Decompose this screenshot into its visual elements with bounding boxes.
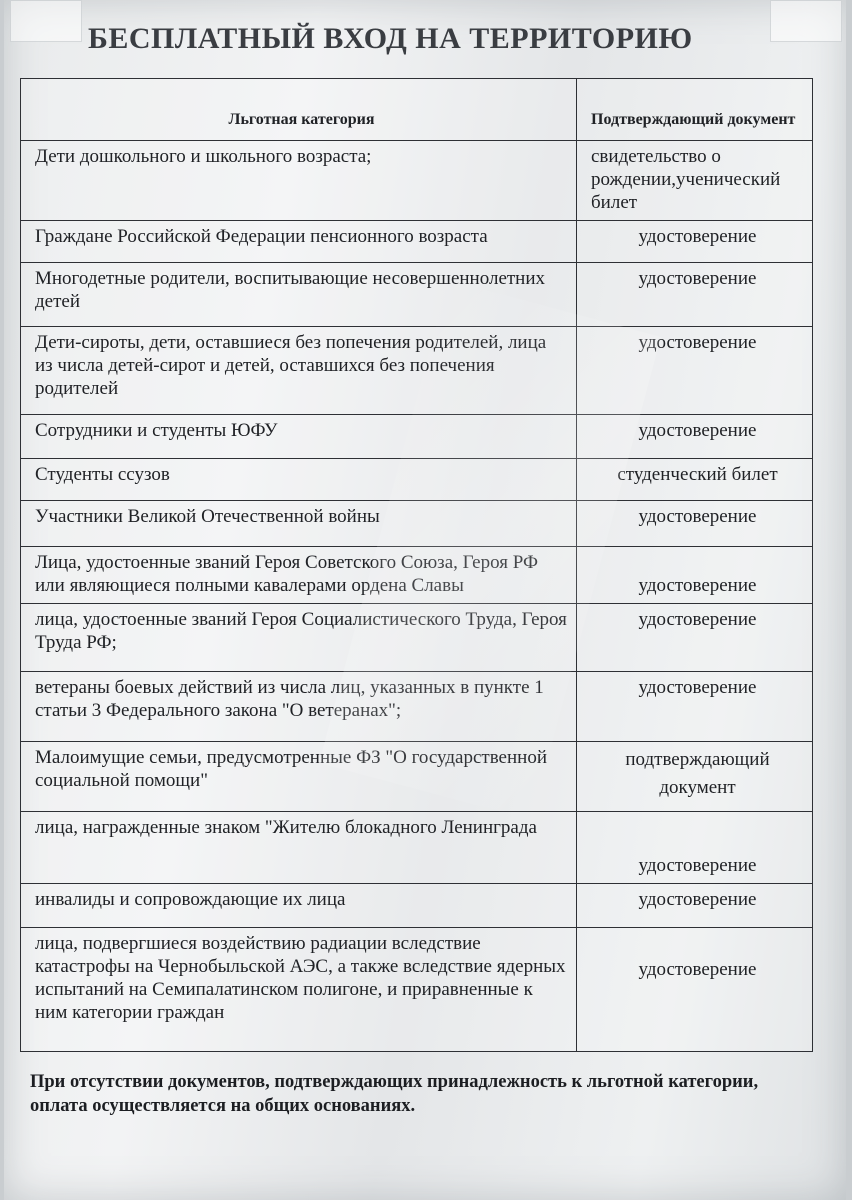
tape-top-right [770,0,842,42]
table-row [21,327,813,415]
row-category: лица, удостоенные званий Героя Социалистического Труда, Героя Труда РФ; [21,604,577,672]
row-category: Студенты ссузов [21,459,577,501]
row-document: удостоверение [577,672,813,742]
row-document: студенческий билет [577,459,813,501]
row-document: удостоверение [577,327,813,415]
row-category: Малоимущие семьи, предусмотренные ФЗ "О государственной социальной помощи" [21,742,577,812]
row-document: удостоверение [577,884,813,928]
row-category: ветераны боевых действий из числа лиц, указанных в пункте 1 статьи 3 Федерального закона "О ветеранах"; [21,672,577,742]
row-category: лица, подвергшиеся воздействию радиации вследствие катастрофы на Чернобыльской АЭС, а также вследствие ядерных испытаний на Семипалатинском полигоне, и приравненные к ним категории граждан [21,928,577,1052]
row-category: Граждане Российской Федерации пенсионного возраста [21,221,577,263]
row-category: Многодетные родители, воспитывающие несовершеннолетних детей [21,263,577,327]
table-row [21,263,813,327]
table-row [21,501,813,547]
row-document: удостоверение [577,547,813,604]
table-row [21,742,813,812]
header-category: Льготная категория [21,79,577,141]
row-document: удостоверение [577,604,813,672]
row-document: удостоверение [577,501,813,547]
header-document: Подтверждающий документ [577,79,813,141]
table-row [21,604,813,672]
row-document: удостоверение [577,221,813,263]
footer-note: При отсутствии документов, подтверждающих принадлежность к льготной категории, оплата осуществляется на общих основаниях. [30,1072,759,1116]
row-category: лица, награжденные знаком "Жителю блокадного Ленинграда [21,812,577,884]
row-category: Дети-сироты, дети, оставшиеся без попечения родителей, лица из числа детей-сирот и детей, оставшихся без попечения родителей [21,327,577,415]
table-header-row [21,79,813,141]
table-row [21,928,813,1052]
table-row [21,415,813,459]
row-document: удостоверение [577,263,813,327]
row-document: удостоверение [577,415,813,459]
table-row [21,884,813,928]
row-category: Дети дошкольного и школьного возраста; [21,141,577,221]
table-row [21,141,813,221]
benefits-table [20,78,813,1052]
table-row [21,812,813,884]
table-row [21,459,813,501]
row-category: Участники Великой Отечественной войны [21,501,577,547]
row-document: свидетельство о рождении,ученический билет [577,141,813,221]
row-category: Сотрудники и студенты ЮФУ [21,415,577,459]
table-row [21,547,813,604]
row-document: подтверждающий документ [577,742,813,812]
row-category: Лица, удостоенные званий Героя Советского Союза, Героя РФ или являющиеся полными кавалерами ордена Славы [21,547,577,604]
page-title: БЕСПЛАТНЫЙ ВХОД НА ТЕРРИТОРИЮ [88,22,693,55]
row-document: удостоверение [577,812,813,884]
row-category: инвалиды и сопровождающие их лица [21,884,577,928]
tape-top-left [10,0,82,42]
table-row [21,221,813,263]
table-row [21,672,813,742]
row-document: удостоверение [577,928,813,1052]
